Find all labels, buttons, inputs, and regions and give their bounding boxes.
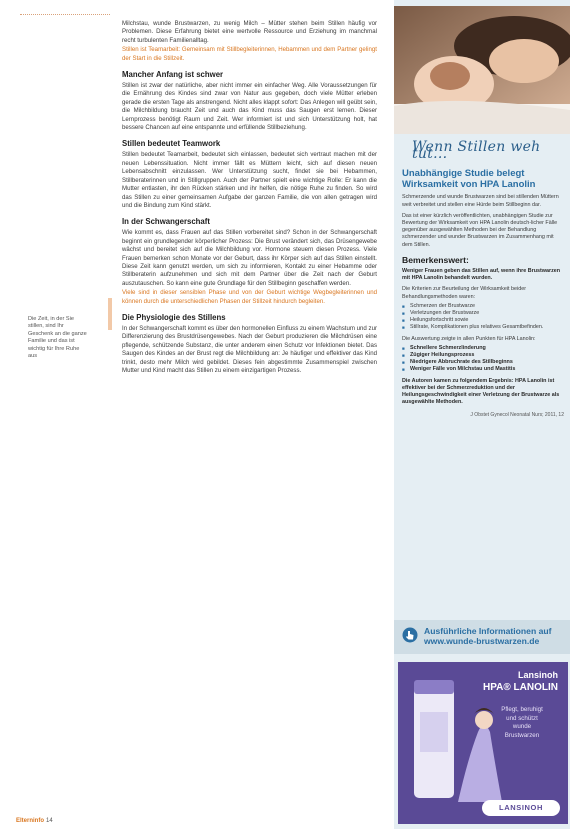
results-intro: Die Auswertung zeigte in allen Punkten für HPA Lanolin: [402,335,536,342]
section-heading-1: Mancher Anfang ist schwer [122,70,224,80]
ad-claim-line: wunde [512,723,532,731]
ad-claims [490,706,554,740]
criteria-list [402,303,564,332]
ad-product-name: HPA® LANOLIN [483,682,558,693]
section-paragraph-4: In der Schwangerschaft kommt es über den hormonellen Einfluss zu einem Wachstum und zur Differenzierung des Brustdrüsengewebes. Nach der Geburt produzieren die Milchdrüsen eine pflegende, schützende Substanz, die unter anderem einen Schutz vor Infektionen bietet. Das Saugen des Kindes an der Brust regt die Milchbildung an: Je häufiger und effektiver das Kind trinkt, desto mehr Milch wird gebildet. Dieses fein abgestimmte Zusammenspiel zwischen Mutter und Kind macht das Stillen zu einem einzigartigen Prozess. [122,324,377,374]
info-text [424,626,564,646]
sidebar-note: Weniger Frauen geben das Stillen auf, wenn ihre Brustwarzen mit HPA Lanolin behandelt wurden. [402,268,561,282]
list-item: ■ Schnellere Schmerzlinderung [402,345,564,352]
sidebar-conclusion: Die Autoren kamen zu folgendem Ergebnis: HPA Lanolin ist effektiver bei der Schmerzreduktion und der Heilungsgeschwindigkeit einer Verletzung der Brustwarze als ausgewählte Methoden. [402,377,560,406]
criteria-intro: Die Kriterien zur Beurteilung der Wirksamkeit beider Behandlungsmethoden waren: [402,286,527,300]
list-item: ■ Stillrate, Komplikationen plus relatives Gesamtbefinden. [402,324,564,331]
sidebar-script-title: Wenn Stillen weh tut... [412,139,541,163]
lansinoh-logo: LANSINOH [482,800,560,816]
mother-baby-photo [394,6,570,134]
section-heading-2: Stillen bedeutet Teamwork [122,139,221,149]
list-item: ■ Schmerzen der Brustwarze [402,303,564,310]
info-url-link[interactable]: www.wunde-brustwarzen.de [424,636,540,646]
highlight-quote-1: Stillen ist Teamarbeit: Gemeinsam mit Stillbegleiterinnen, Hebammen und dem Partner gelingt der Start in die Stillzeit. [122,46,377,62]
ad-brand: Lansinoh [518,670,558,680]
ad-claim-line: Pflegt, beruhigt [501,706,543,713]
page-footer [16,818,53,824]
article-column [122,20,377,376]
sidebar-headline-1: Unabhängige Studie belegt [402,168,525,180]
sidebar-paragraph-2: Das ist einer kürzlich veröffentlichten, unabhängigen Studie zur Bewertung der Wirksamkeit von HPA Lanolin deutsch-licher Fälle gegenüber ausgewählten Methoden bei der Behandlung schmerzender und wunder Brustwarzen im Zusammenhang mit dem Stillen. [402,212,558,248]
photo-illustration [394,6,570,134]
accent-bar [108,298,112,330]
section-paragraph-2: Stillen bedeutet Teamarbeit, bedeutet sich einlassen, bedeutet sich vertraut machen mit der neuen Lebenssituation. Nicht immer fällt es Müttern leicht, sich auf diesen neuen Lebensabschnitt einzulassen. Wer Unterstützung sucht, findet sie bei Hebammen, Stillberaterinnen und in Stillgruppen. Auch der Partner spielt eine wichtige Rolle: Er kann die Mutter entlasten, ihr den Rücken stärken und ihr helfen, die nötige Ruhe zu finden. So wird das Stillen zu einer gemeinsamen Aufgabe der ganzen Familie, die von allen getragen wird und die Bindung zum Kind stärkt. [122,151,377,209]
hand-pointer-icon [402,627,418,643]
info-banner[interactable] [394,620,570,654]
list-item: ■ Heilungsfortschritt sowie [402,317,564,324]
intro-paragraph: Milchstau, wunde Brustwarzen, zu wenig Milch – Mütter stehen beim Stillen häufig vor Problemen. Diese Erfahrung bietet eine wertvolle Ressource und Erziehung im manchmal recht turbulenten Familienalltag. [122,20,377,44]
info-line-1: Ausführliche Informationen auf [424,626,552,636]
section-paragraph-3: Wie kommt es, dass Frauen auf das Stillen vorbereitet sind? Schon in der Schwangerschaft beginnt ein grundlegender körperlicher Prozess: Die Brust verändert sich, das Drüsengewebe wächst und bereitet sich auf die Milchbildung vor. Hormone steuern diesen Prozess. Viele Frauen bemerken schon Monate vor der Geburt, dass ihr Körper sich auf das Stillen einstellt. Diese Zeit kann genutzt werden, um sich zu informieren, Kontakt zu einer Hebamme oder Stillberaterin aufzunehmen und sich mit dem Partner über die Zeit nach der Geburt auszutauschen. So kann eine gute Grundlage für den Stillbeginn geschaffen werden. [122,229,377,287]
sidebar-note-heading: Bemerkenswert: [402,254,469,265]
footer-brand: Elterninfo [16,818,44,824]
sidebar-content [402,140,564,420]
sidebar-headline-2: Wirksamkeit von HPA Lanolin [402,179,536,191]
source-citation: J Obstet Gynecol Neonatal Nurs; 2011, 12 [470,412,564,419]
list-item: ■ Weniger Fälle von Milchstau und Mastitis [402,366,564,373]
results-list [402,345,564,374]
margin-quote: Die Zeit, in der Sie stillen, sind Ihr Geschenk an die ganze Familie und das ist wichtig für Ihre Ruhe aus [28,316,87,360]
list-item: ■ Niedrigere Abbruchrate des Stillbeginns [402,359,564,366]
ad-claim-line: Brustwarzen [504,731,540,739]
section-heading-4: Die Physiologie des Stillens [122,312,226,322]
list-item: ■ Zügiger Heilungsprozess [402,352,564,359]
page-number: 14 [46,818,53,824]
highlight-quote-2: Viele sind in dieser sensiblen Phase und von der Geburt wichtige Wegbegleiterinnen und können durch die unterschiedlichen Phasen der Stillzeit hindurch begleiten. [122,289,377,305]
section-paragraph-1: Stillen ist zwar der natürliche, aber nicht immer ein einfacher Weg. Alle Voraussetzungen für die Ernährung des Kindes sind zwar von Natur aus gegeben, doch viele Mütter erleben gerade die ersten Tage als anstrengend. Nicht alles klappt sofort: Das Anlegen will geübt sein, die Milchbildung braucht Zeit und auch das Kind muss das Saugen erst lernen. Dieser Lernprozess benötigt Raum und Zeit. Wer informiert ist und sich Unterstützung holt, hat bessere Chancen auf eine entspannte und erfüllende Stillbeziehung. [122,82,377,132]
section-heading-3: In der Schwangerschaft [122,217,210,227]
sidebar-paragraph-1: Schmerzende und wunde Brustwarzen sind bei stillenden Müttern weit verbreitet und stellen eine Hürde beim Stillbeginn dar. [402,194,559,208]
ad-claim-line: und schützt [506,714,538,722]
top-rule [20,14,110,15]
lansinoh-advertisement[interactable] [398,662,568,824]
list-item: ■ Verletzungen der Brustwarze [402,310,564,317]
